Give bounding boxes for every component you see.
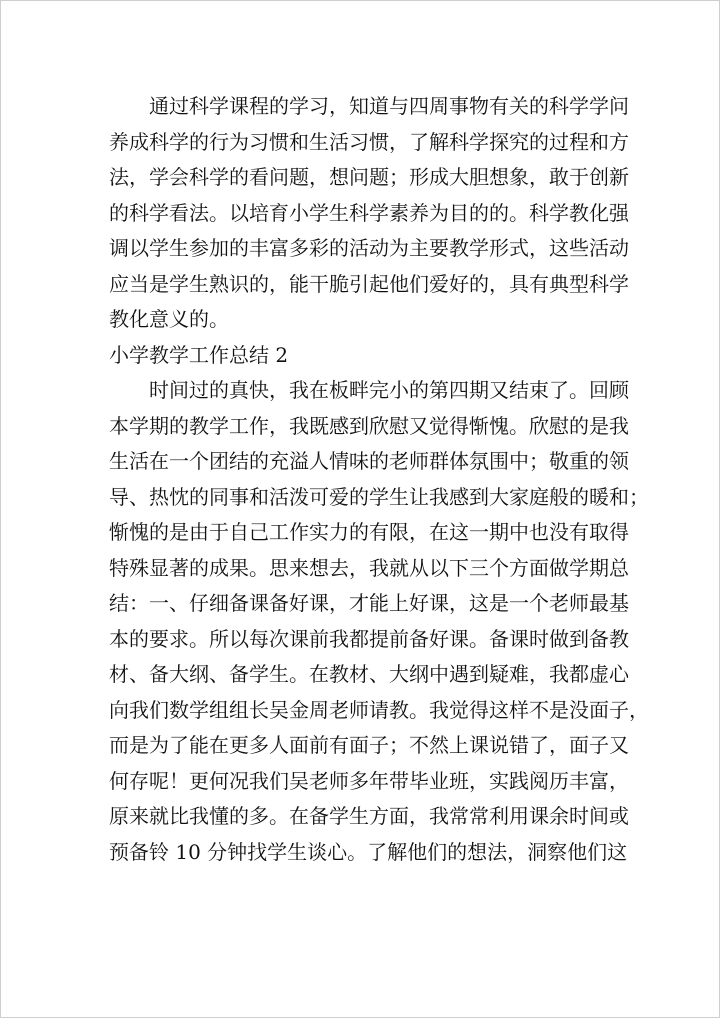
text-line: 教化意义的。 bbox=[109, 307, 229, 331]
text-line: 通过科学课程的学习，知道与四周事物有关的科学学问 bbox=[149, 94, 629, 118]
text-line: 本学期的教学工作，我既感到欣慰又觉得惭愧。欣慰的是我 bbox=[109, 413, 629, 438]
text-line: 预备铃 10 分钟找学生谈心。了解他们的想法，洞察他们这 bbox=[109, 839, 628, 864]
text-line: 惭愧的是由于自己工作实力的有限，在这一期中也没有取得 bbox=[109, 520, 629, 544]
text-line: 养成科学的行为习惯和生活习惯，了解科学探究的过程和方 bbox=[109, 129, 629, 154]
text-line: 原来就比我懂的多。在备学生方面，我常常利用课余时间或 bbox=[109, 804, 629, 828]
paragraph-1 bbox=[109, 89, 629, 338]
text-line: 而是为了能在更多人面前有面子；不然上课说错了，面子又 bbox=[109, 733, 629, 757]
text-line: 生活在一个团结的充溢人情味的老师群体氛围中；敬重的领 bbox=[109, 449, 629, 473]
text-line: 本的要求。所以每次课前我都提前备好课。备课时做到备教 bbox=[109, 626, 629, 651]
text-line: 应当是学生熟识的，能干脆引起他们爱好的，具有典型科学 bbox=[109, 271, 629, 296]
paragraph-2 bbox=[109, 373, 649, 870]
text-line: 时间过的真快，我在板畔完小的第四期又结束了。回顾 bbox=[149, 378, 629, 402]
text-line: 何存呢！更何况我们吴老师多年带毕业班，实践阅历丰富， bbox=[109, 768, 629, 793]
text-line: 材、备大纲、备学生。在教材、大纲中遇到疑难，我都虚心 bbox=[109, 662, 629, 686]
text-line: 的科学看法。以培育小学生科学素养为目的的。科学教化强 bbox=[109, 200, 629, 225]
section-heading: 小学教学工作总结 2 bbox=[109, 342, 289, 367]
text-line: 导、热忱的同事和活泼可爱的学生让我感到大家庭般的暖和； bbox=[109, 484, 649, 509]
text-line: 法，学会科学的看问题，想问题；形成大胆想象，敢于创新 bbox=[109, 165, 629, 189]
text-line: 特殊显著的成果。思来想去，我就从以下三个方面做学期总 bbox=[109, 555, 629, 580]
text-line: 结：一、仔细备课备好课，才能上好课，这是一个老师最基 bbox=[109, 591, 629, 615]
document-body bbox=[109, 89, 649, 870]
text-line: 调以学生参加的丰富多彩的活动为主要教学形式，这些活动 bbox=[109, 236, 629, 260]
text-line: 向我们数学组组长吴金周老师请教。我觉得这样不是没面子， bbox=[109, 697, 649, 722]
